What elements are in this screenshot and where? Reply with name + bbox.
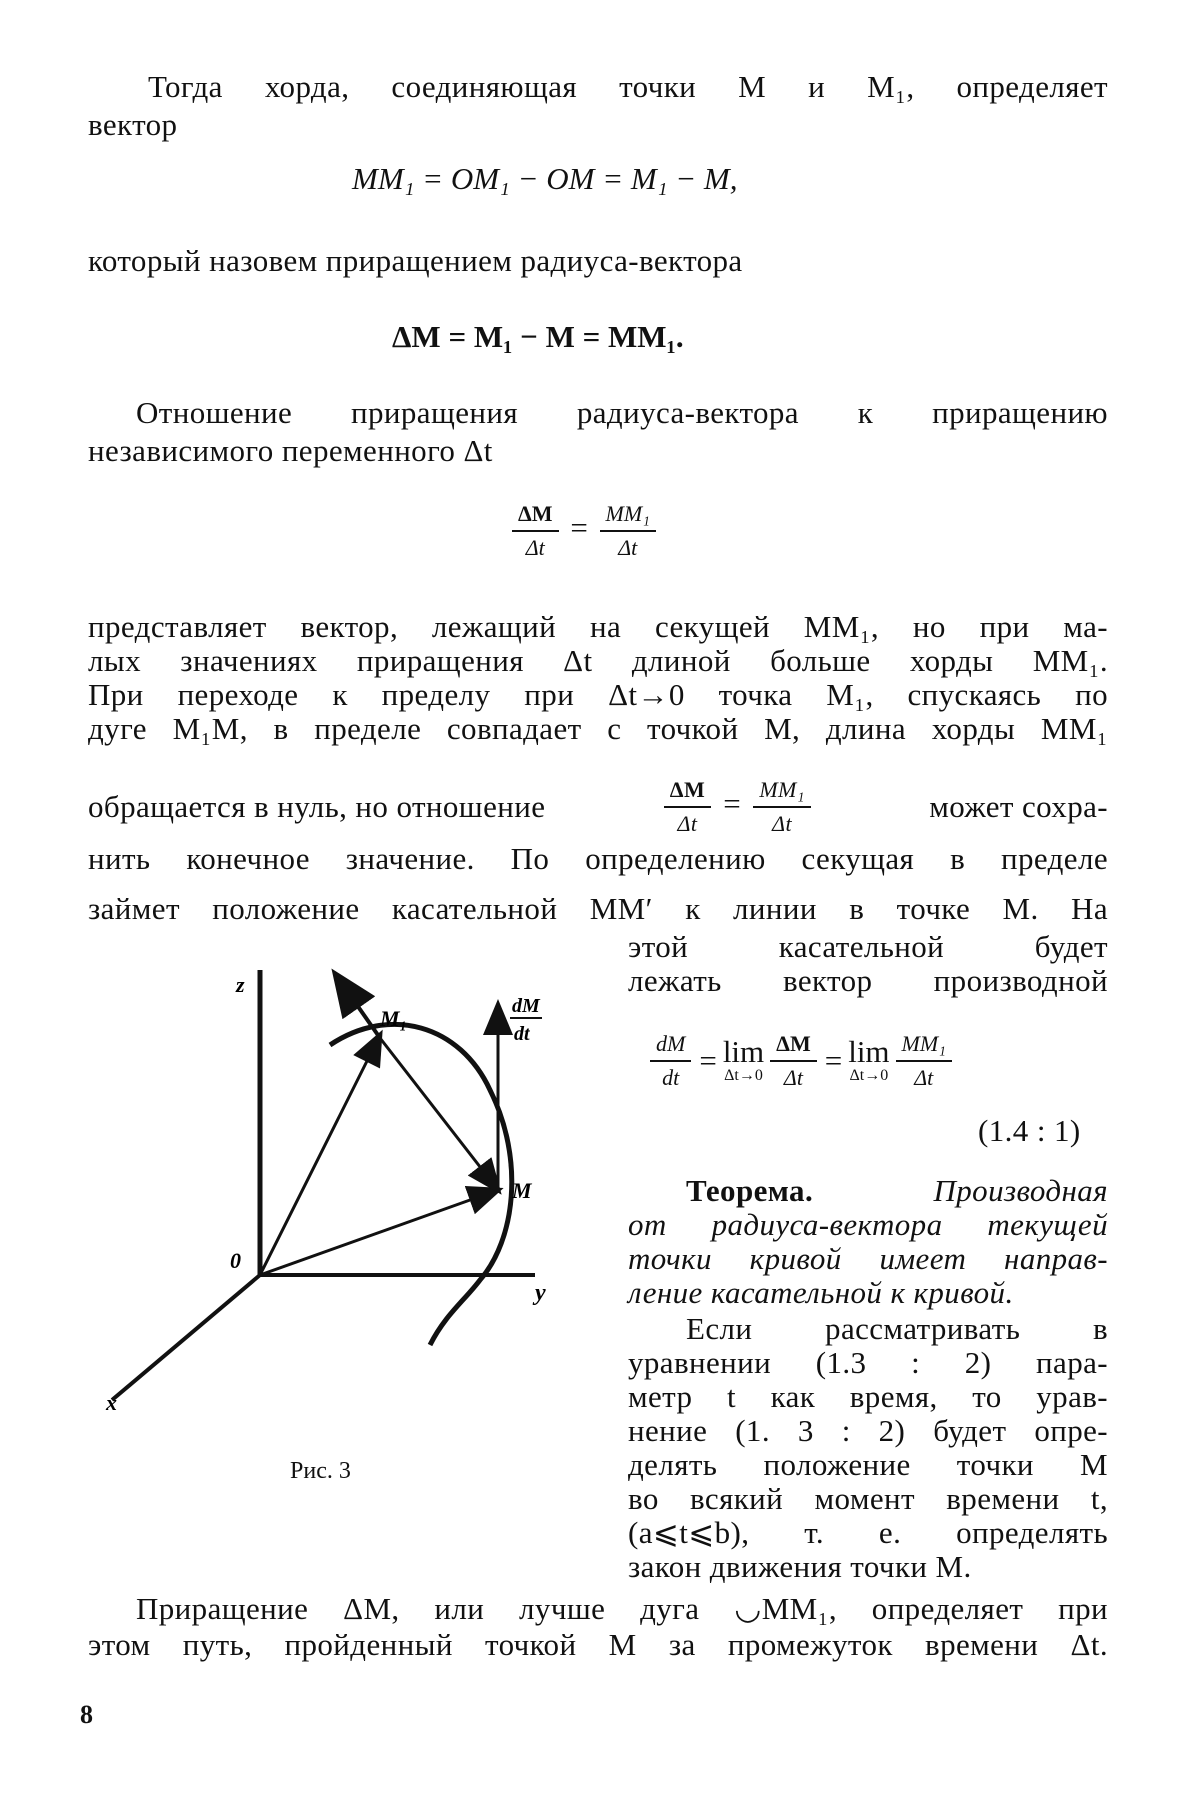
paragraph-4-line-8: этой касательной будет — [628, 929, 1108, 964]
inline-ratio: $\frac{\Delta M}{\Delta t}$ = $\frac{\text{MM₁}}{\Delta t}$ — [660, 776, 815, 838]
theorem-line-1: Теорема. Производная — [686, 1173, 1108, 1208]
paragraph-6-line-2: этом путь, пройденный точкой M за промежуток времени Δt. — [88, 1627, 1108, 1662]
paragraph-4-line-9: лежать вектор производной — [628, 963, 1108, 998]
paragraph-3-line-2: независимого переменного Δt — [88, 433, 493, 468]
paragraph-1-line-1: Тогда хорда, соединяющая точки M и M₁, определяет — [148, 69, 1108, 104]
label-dt: dt — [514, 1023, 530, 1045]
paragraph-5-line-3: метр t как время, то урав- — [628, 1379, 1108, 1414]
paragraph-2: который назовем приращением радиуса-вектора — [88, 243, 743, 278]
secant-m1-m — [380, 1038, 498, 1190]
paragraph-6-line-1: Приращение ΔM, или лучше дуга ◡MM₁, определяет при — [136, 1591, 1108, 1626]
paragraph-4-line-6: нить конечное значение. По определению секущая в пределе — [88, 841, 1108, 876]
curve-arc — [330, 1024, 512, 1345]
paragraph-3-line-1: Отношение приращения радиуса-вектора к приращению — [136, 395, 1108, 430]
label-y: y — [535, 1280, 546, 1306]
theorem-line-3: точки кривой имеет направ- — [628, 1241, 1108, 1276]
paragraph-4-line-5: обращается в нуль, но отношение $\frac{\Delta M}{\Delta t}$ = $\frac{\text{MM₁}}{\Delta t}$ может сохра- — [88, 777, 1108, 836]
figure-3-diagram — [80, 950, 620, 1450]
equation-number: (1.4 : 1) — [978, 1113, 1081, 1148]
page-number: 8 — [80, 1700, 93, 1729]
paragraph-5-line-2: уравнении (1.3 : 2) пара- — [628, 1345, 1108, 1380]
label-m: M — [512, 1178, 532, 1203]
equation-ratio: $\frac{\Delta M}{\Delta t}$ = $\frac{\text{MM₁}}{\Delta t}$ — [508, 500, 660, 562]
equation-increment: ΔM = M₁ − M = MM₁. — [392, 319, 684, 354]
fraction-lhs: $\frac{\Delta M}{\Delta t}$ — [512, 500, 559, 562]
paragraph-4-line-7: займет положение касательной MM′ к линии в точке M. На — [88, 891, 1108, 926]
paragraph-1-line-2: вектор — [88, 107, 178, 142]
equation-chord-vector: MM₁ = OM₁ − OM = M₁ − M, — [352, 161, 738, 196]
paragraph-4-line-4: дуге M₁M, в пределе совпадает с точкой M, длина хорды MM₁ — [88, 711, 1108, 746]
paragraph-5-line-7: (a⩽t⩽b), т. е. определять — [628, 1515, 1108, 1550]
paragraph-5-line-6: во всякий момент времени t, — [628, 1481, 1108, 1516]
label-z: z — [236, 972, 245, 997]
label-dm: dM — [512, 995, 540, 1017]
label-origin: 0 — [230, 1248, 241, 1273]
paragraph-5-line-8: закон движения точки M. — [628, 1549, 972, 1584]
paragraph-4-line-1: представляет вектор, лежащий на секущей MM₁, но при ма- — [88, 609, 1108, 644]
label-m1: M₁ — [380, 1006, 408, 1031]
label-x: x — [106, 1390, 117, 1415]
x-axis — [112, 1275, 260, 1400]
paragraph-5-line-1: Если рассматривать в — [686, 1311, 1108, 1346]
theorem-line-4: ление касательной к кривой. — [628, 1275, 1014, 1310]
equation-derivative: $\frac{dM}{dt}$ = lim Δt→0 $\frac{\Delta M}{\Delta t}$ = lim Δt→0 $\frac{\text{MM₁}}{\Delta t}$ — [646, 1030, 956, 1092]
paragraph-5-line-4: нение (1. 3 : 2) будет опре- — [628, 1413, 1108, 1448]
figure-caption: Рис. 3 — [290, 1458, 351, 1484]
theorem-line-2: от радиуса-вектора текущей — [628, 1207, 1108, 1242]
fraction-rhs: $\frac{\text{MM₁}}{\Delta t}$ — [600, 500, 656, 562]
paragraph-4-line-3: При переходе к пределу при Δt→0 точка M₁, спускаясь по — [88, 677, 1108, 712]
paragraph-4-line-2: лых значениях приращения Δt длиной больше хорды MM₁. — [88, 643, 1108, 678]
paragraph-5-line-5: делять положение точки M — [628, 1447, 1108, 1482]
